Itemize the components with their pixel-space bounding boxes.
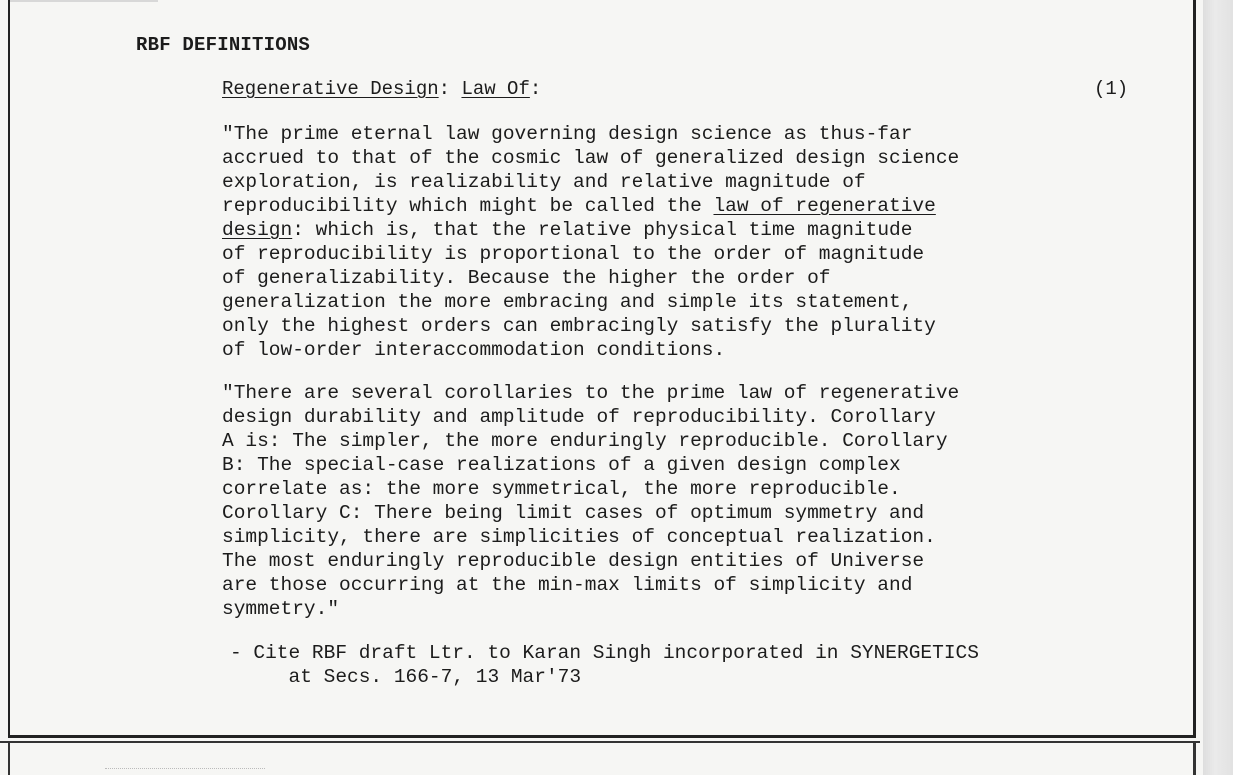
next-card-left-border — [8, 741, 10, 775]
term-label: Regenerative Design — [222, 78, 439, 100]
entry-number: (1) — [1094, 78, 1129, 100]
citation: - Cite RBF draft Ltr. to Karan Singh incorporated in SYNERGETICS at Secs. 166-7, 13 Mar'73 — [230, 642, 979, 688]
page-heading: RBF DEFINITIONS — [136, 34, 311, 56]
term-separator: : — [438, 78, 462, 100]
entry-title — [222, 78, 541, 100]
next-card-cut-off-text — [105, 768, 265, 775]
quote-paragraph-1 — [222, 122, 1142, 362]
scan-edge — [1203, 0, 1233, 775]
definition-card — [8, 0, 1196, 738]
quote1-part2: : which is, that the relative physical time magnitude of reproducibility is proportional to the order of magnitude of generalizability. Because the higher the order of generalization the more embracing and simple its statement, only the highest orders can embracingly satisfy the plurality of low-order interaccommodation conditions. — [222, 219, 936, 361]
quote-paragraph-2: "There are several corollaries to the prime law of regenerative design durability and amplitude of reproducibility. Corollary A is: The simpler, the more enduringly reproducible. Corollary B: The special-case realizations of a given design complex correlate as: the more symmetrical, the more reproducible. Corollary C: There being limit cases of optimum symmetry and simplicity, there are simplicities of conceptual realization. The most enduringly reproducible design entities of Universe are those occurring at the min-max limits of simplicity and symmetry." — [222, 382, 960, 620]
subterm-separator: : — [529, 78, 542, 100]
quote1-part1: "The prime eternal law governing design science as thus-far accrued to that of the cosmic law of generalized design science exploration, is realizability and relative magnitude of reproducibility which might be called the — [222, 123, 960, 217]
quote1-underlined-term: law of regenerative design — [222, 195, 936, 241]
next-card-right-border — [1193, 741, 1196, 775]
subterm-label: Law Of — [461, 78, 530, 100]
next-card-top-border — [0, 741, 1200, 743]
